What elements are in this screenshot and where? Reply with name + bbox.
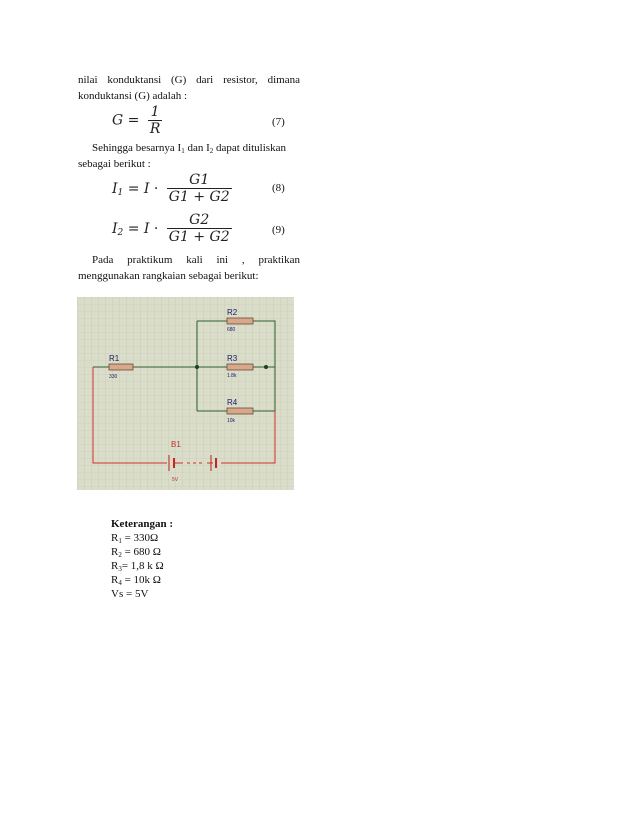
- resistor-r3: [227, 364, 253, 370]
- notes-title: Keterangan :: [111, 518, 174, 530]
- label-r4-name: R4: [227, 398, 238, 407]
- text-line: [78, 140, 300, 156]
- fraction: [148, 104, 163, 137]
- note-symbol: Vs: [111, 588, 124, 600]
- note-symbol: R: [111, 574, 119, 586]
- label-b1-value: 5V: [172, 477, 179, 483]
- eq-lhs: G =: [112, 112, 140, 129]
- fraction: [167, 172, 232, 205]
- note-item: [111, 531, 173, 545]
- text-fragment: dan I: [184, 142, 210, 154]
- notes-section: [111, 517, 173, 601]
- denominator: G1 + G2: [168, 189, 230, 205]
- text-line: nilai konduktansi (G) dari resistor, dimana: [78, 74, 300, 86]
- text-fragment: dapat dituliskan: [213, 142, 286, 154]
- note-symbol: R: [111, 532, 119, 544]
- equation-number-9: (9): [272, 224, 285, 236]
- label-r3-value: 1.8k: [227, 373, 237, 379]
- paragraph-currents: [78, 140, 300, 172]
- numerator: G2: [189, 212, 210, 228]
- junction-dot: [195, 365, 199, 369]
- subscript: 1: [181, 147, 185, 155]
- paragraph-conductance: [78, 72, 300, 104]
- note-value: = 330Ω: [121, 532, 159, 544]
- junction-dot: [264, 365, 268, 369]
- paragraph-practicum: [78, 252, 300, 284]
- note-item: [111, 545, 173, 559]
- note-item: [111, 587, 173, 601]
- grid-lines: [77, 297, 294, 490]
- label-r1-value: 330: [109, 374, 118, 380]
- text-line: sebagai berikut :: [78, 158, 151, 170]
- note-subscript: 3: [118, 565, 122, 573]
- note-symbol: R: [111, 546, 119, 558]
- equation-7: [112, 104, 162, 137]
- label-r2-name: R2: [227, 308, 238, 317]
- eq-lhs: [112, 221, 158, 237]
- fraction: [167, 212, 232, 245]
- numerator: G1: [189, 172, 210, 188]
- resistor-r2: [227, 318, 253, 324]
- note-subscript: 1: [118, 537, 122, 545]
- eq-subscript: 2: [117, 227, 124, 238]
- denominator: G1 + G2: [168, 229, 230, 245]
- eq-lhs: [112, 181, 158, 197]
- label-r4-value: 10k: [227, 418, 236, 424]
- subscript: 2: [209, 147, 214, 155]
- text-line: konduktansi (G) adalah :: [78, 90, 188, 102]
- resistor-r4: [227, 408, 253, 414]
- note-subscript: 4: [118, 579, 122, 587]
- label-r1-name: R1: [109, 354, 120, 363]
- note-value: = 10k Ω: [121, 574, 161, 586]
- notes-list: [111, 531, 173, 601]
- eq-symbol: I: [112, 180, 118, 197]
- label-b1-name: B1: [171, 440, 181, 449]
- note-value: = 680 Ω: [121, 546, 161, 558]
- note-item: [111, 559, 173, 573]
- numerator: 1: [150, 104, 160, 120]
- denominator: R: [149, 121, 161, 137]
- note-item: [111, 573, 173, 587]
- equation-number-8: (8): [272, 182, 285, 194]
- text-fragment: Sehingga besarnya I: [92, 142, 182, 154]
- eq-operator: = I ·: [127, 180, 159, 197]
- note-subscript: 2: [118, 551, 122, 559]
- circuit-diagram: [77, 297, 294, 490]
- equation-8: [112, 172, 232, 205]
- label-r3-name: R3: [227, 354, 238, 363]
- eq-operator: = I ·: [127, 220, 159, 237]
- text-line: menggunakan rangkaian sebagai berikut:: [78, 270, 259, 282]
- eq-subscript: 1: [117, 187, 124, 198]
- eq-symbol: I: [112, 220, 118, 237]
- note-symbol: R: [111, 560, 119, 572]
- equation-number-7: (7): [272, 116, 285, 128]
- text-line: Pada praktikum kali ini , praktikan: [92, 254, 300, 266]
- resistor-r1: [109, 364, 133, 370]
- equation-9: [112, 212, 232, 245]
- note-value: = 1,8 k Ω: [121, 560, 164, 572]
- note-value: = 5V: [123, 588, 149, 600]
- label-r2-value: 680: [227, 327, 236, 333]
